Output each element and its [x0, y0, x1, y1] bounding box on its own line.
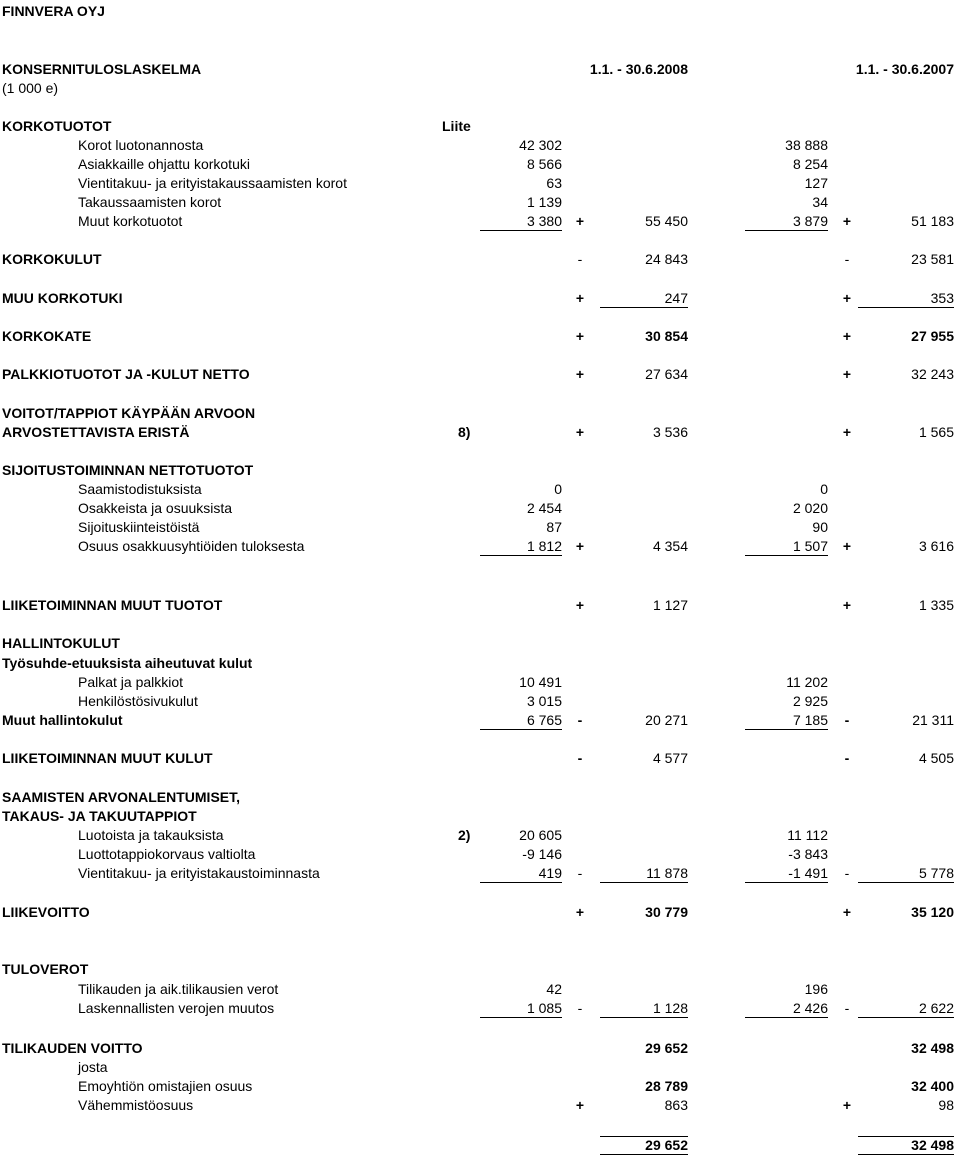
value-previous-detail: 11 112 [787, 827, 828, 843]
sign-previous: - [844, 865, 850, 881]
value-previous-detail: 90 [812, 519, 828, 535]
value-current-detail: 63 [546, 175, 562, 191]
row-label: Asiakkaille ohjattu korkotuki [78, 156, 250, 172]
value-current-total: 11 878 [600, 865, 688, 883]
sign-previous: + [842, 213, 852, 229]
value-previous-detail: 1 507 [745, 538, 828, 556]
note-column-header: Liite [442, 118, 471, 134]
value-previous-total: 35 120 [911, 904, 954, 920]
value-previous-total: 32 400 [911, 1078, 954, 1094]
value-current-detail: 8 566 [526, 156, 562, 172]
row-label: TAKAUS- JA TAKUUTAPPIOT [2, 808, 197, 824]
sign-previous: - [844, 1000, 850, 1016]
value-previous-detail: 11 202 [786, 674, 828, 690]
sign-previous: + [842, 1097, 852, 1113]
row-label: Tilikauden ja aik.tilikausien verot [78, 981, 279, 997]
sign-current: + [575, 597, 585, 613]
sign-previous: + [842, 538, 852, 554]
sign-current: + [575, 904, 585, 920]
row-label: Osakkeista ja osuuksista [78, 500, 233, 516]
value-previous-total: 1 335 [918, 597, 954, 613]
row-label: KORKOKULUT [2, 251, 102, 267]
sign-current: - [577, 750, 583, 766]
row-label: Laskennallisten verojen muutos [78, 1000, 275, 1016]
row-label: Vähemmistöosuus [78, 1097, 194, 1113]
value-previous-detail: 7 185 [745, 712, 828, 730]
company-name: FINNVERA OYJ [2, 3, 105, 19]
sign-current: - [577, 251, 583, 267]
value-current-total: 4 577 [652, 750, 688, 766]
value-previous-detail: 2 925 [792, 693, 828, 709]
value-previous-detail: 127 [804, 175, 828, 191]
row-label: Muut hallintokulut [2, 712, 123, 728]
sign-current: + [575, 290, 585, 306]
value-previous-detail: 196 [804, 981, 828, 997]
sign-current: + [575, 1097, 585, 1113]
row-label: Sijoituskiinteistöistä [78, 519, 200, 535]
row-label: Saamistodistuksista [78, 481, 202, 497]
value-current-detail: 3 015 [526, 693, 562, 709]
value-current-detail: 6 765 [480, 712, 562, 730]
row-label: Vientitakuu- ja erityistakaussaamisten korot [78, 175, 347, 191]
sign-previous: + [842, 904, 852, 920]
value-previous-total: 32 498 [858, 1136, 954, 1155]
value-previous-total: 1 565 [918, 424, 954, 440]
value-current-total: 863 [664, 1097, 688, 1113]
sign-current: + [575, 424, 585, 440]
period-current: 1.1. - 30.6.2008 [589, 61, 688, 77]
row-label: Palkat ja palkkiot [78, 674, 184, 690]
row-label: HALLINTOKULUT [2, 635, 120, 651]
underline-rule [858, 307, 954, 308]
value-current-total: 29 652 [645, 1040, 688, 1056]
sign-previous: - [844, 750, 850, 766]
row-label: LIIKEVOITTO [2, 904, 90, 920]
value-current-total: 55 450 [645, 213, 688, 229]
row-label: Takaussaamisten korot [78, 194, 222, 210]
sign-current: - [577, 865, 583, 881]
period-previous: 1.1. - 30.6.2007 [855, 61, 954, 77]
value-previous-total: 4 505 [918, 750, 954, 766]
value-current-total: 1 127 [652, 597, 688, 613]
value-previous-detail: -3 843 [788, 846, 828, 862]
value-previous-detail: 0 [820, 481, 828, 497]
row-label: josta [78, 1059, 108, 1075]
sign-current: + [575, 213, 585, 229]
value-previous-total: 51 183 [911, 213, 954, 229]
sign-current: + [575, 328, 585, 344]
row-label: ARVOSTETTAVISTA ERISTÄ [2, 424, 190, 440]
sign-current: - [577, 1000, 583, 1016]
row-label: Vientitakuu- ja erityistakaustoiminnasta [78, 865, 320, 881]
row-label: TILIKAUDEN VOITTO [2, 1040, 143, 1056]
row-label: Luottotappiokorvaus valtiolta [78, 846, 256, 862]
sign-current: + [575, 538, 585, 554]
value-current-total: 28 789 [645, 1078, 688, 1094]
value-current-detail: -9 146 [522, 846, 562, 862]
value-current-total: 30 779 [645, 904, 688, 920]
value-previous-total: 32 243 [911, 366, 954, 382]
row-label: TULOVEROT [2, 961, 89, 977]
value-current-detail: 3 380 [480, 213, 562, 231]
value-previous-total: 32 498 [911, 1040, 954, 1056]
value-current-detail: 42 [546, 981, 562, 997]
row-label: LIIKETOIMINNAN MUUT TUOTOT [2, 597, 223, 613]
value-previous-total: 21 311 [912, 712, 954, 728]
statement-title: KONSERNITULOSLASKELMA [2, 61, 202, 77]
value-current-total: 24 843 [645, 251, 688, 267]
value-previous-detail: 8 254 [792, 156, 828, 172]
value-previous-total: 5 778 [858, 865, 954, 883]
row-label: PALKKIOTUOTOT JA -KULUT NETTO [2, 366, 250, 382]
value-previous-detail: 34 [812, 194, 828, 210]
sign-previous: - [844, 251, 850, 267]
value-current-detail: 20 605 [519, 827, 562, 843]
value-current-detail: 10 491 [519, 674, 562, 690]
value-previous-total: 98 [938, 1097, 954, 1113]
value-current-total: 247 [600, 290, 688, 308]
row-label: KORKOKATE [2, 328, 92, 344]
row-label: MUU KORKOTUKI [2, 290, 123, 306]
row-label: VOITOT/TAPPIOT KÄYPÄÄN ARVOON [2, 405, 256, 421]
value-previous-total: 3 616 [918, 538, 954, 554]
value-previous-total: 2 622 [858, 1000, 954, 1018]
value-previous-total: 27 955 [911, 328, 954, 344]
value-current-total: 30 854 [645, 328, 688, 344]
value-previous-detail: 2 020 [792, 500, 828, 516]
value-current-total: 29 652 [600, 1136, 688, 1155]
value-current-total: 4 354 [652, 538, 688, 554]
value-previous-total: 23 581 [911, 251, 954, 267]
row-label: Muut korkotuotot [78, 213, 183, 229]
value-current-detail: 1 812 [480, 538, 562, 556]
row-label: SIJOITUSTOIMINNAN NETTOTUOTOT [2, 462, 254, 478]
value-current-detail: 1 085 [480, 1000, 562, 1018]
value-current-detail: 2 454 [526, 500, 562, 516]
note-reference: 2) [458, 827, 471, 843]
row-label: Luotoista ja takauksista [78, 827, 224, 843]
value-current-total: 20 271 [645, 712, 688, 728]
row-label: LIIKETOIMINNAN MUUT KULUT [2, 750, 213, 766]
value-current-detail: 419 [480, 865, 562, 883]
sign-previous: + [842, 597, 852, 613]
value-current-detail: 42 302 [519, 137, 562, 153]
value-current-detail: 0 [554, 481, 562, 497]
value-previous-total: 353 [858, 290, 954, 308]
sign-current: + [575, 366, 585, 382]
sign-previous: + [842, 424, 852, 440]
sign-previous: + [842, 290, 852, 306]
row-label: SAAMISTEN ARVONALENTUMISET, [2, 789, 241, 805]
row-label: Henkilöstösivukulut [78, 693, 198, 709]
row-label: Työsuhde-etuuksista aiheutuvat kulut [2, 655, 253, 671]
value-previous-detail: 3 879 [745, 213, 828, 231]
sign-current: - [577, 712, 583, 728]
row-label: KORKOTUOTOT [2, 118, 112, 134]
value-current-detail: 87 [546, 519, 562, 535]
note-reference: 8) [458, 424, 471, 440]
sign-previous: + [842, 328, 852, 344]
value-previous-detail: -1 491 [745, 865, 828, 883]
value-previous-detail: 2 426 [745, 1000, 828, 1018]
value-current-total: 1 128 [600, 1000, 688, 1018]
row-label: Osuus osakkuusyhtiöiden tuloksesta [78, 538, 305, 554]
sign-previous: + [842, 366, 852, 382]
value-current-total: 3 536 [652, 424, 688, 440]
row-label: Korot luotonannosta [78, 137, 204, 153]
unit-label: (1 000 e) [2, 80, 59, 96]
underline-rule [600, 307, 688, 308]
value-current-total: 27 634 [645, 366, 688, 382]
value-previous-detail: 38 888 [785, 137, 828, 153]
value-current-detail: 1 139 [526, 194, 562, 210]
row-label: Emoyhtiön omistajien osuus [78, 1078, 253, 1094]
sign-previous: - [844, 712, 850, 728]
